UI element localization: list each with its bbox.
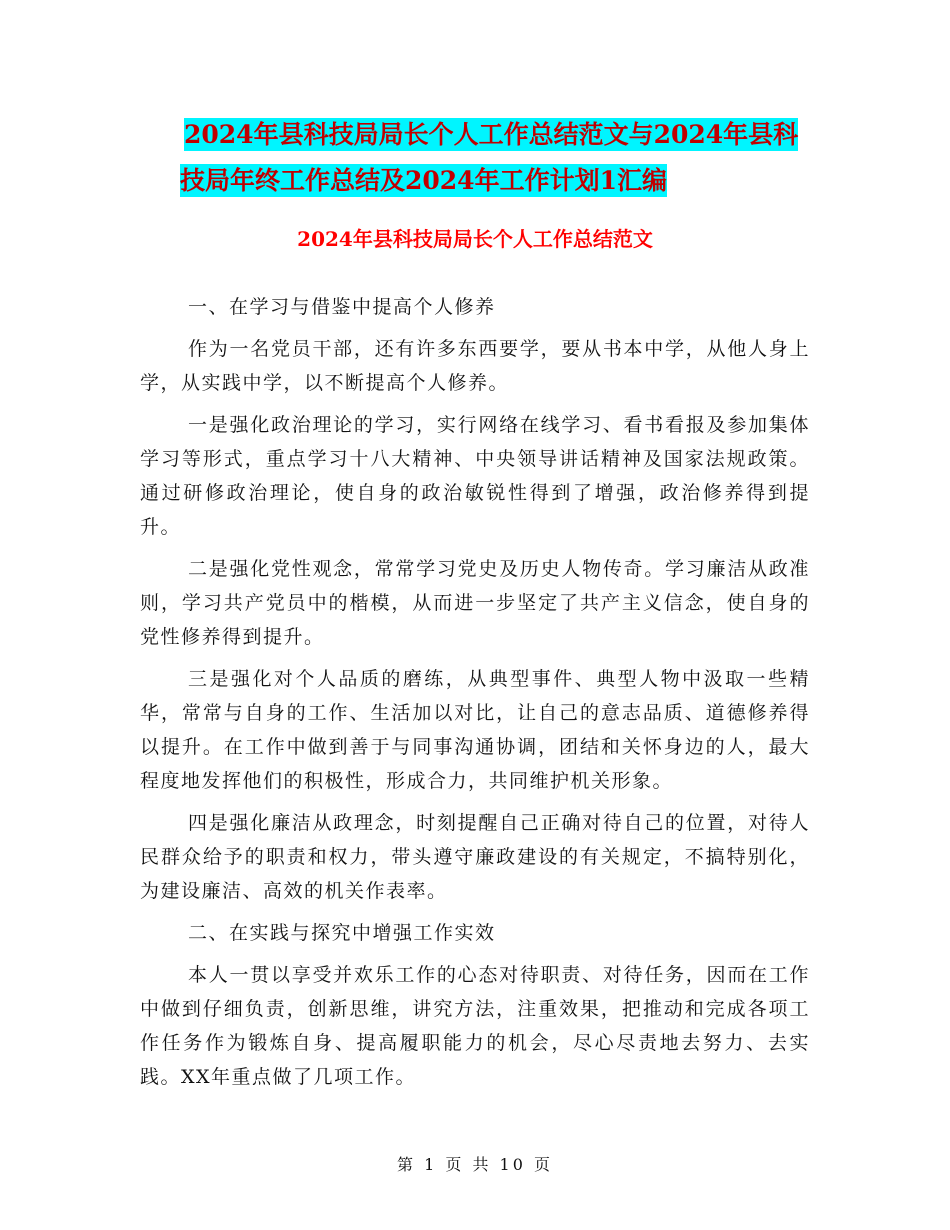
main-title <box>140 112 820 204</box>
paragraph: 本人一贯以享受并欢乐工作的心态对待职责、对待任务，因而在工作中做到仔细负责，创新思维，讲究方法，注重效果，把推动和完成各项工作任务作为锻炼自身、提高履职能力的机会，尽心尽责地去努力、去实践。XX年重点做了几项工作。 <box>140 964 810 1088</box>
paragraph: 四是强化廉洁从政理念，时刻提醒自己正确对待自己的位置，对待人民群众给予的职责和权力，带头遵守廉政建设的有关规定，不搞特别化，为建设廉洁、高效的机关作表率。 <box>140 812 810 902</box>
section-title: 2024年县科技局局长个人工作总结范文 <box>297 227 653 251</box>
paragraph: 二是强化党性观念，常常学习党史及历史人物传奇。学习廉洁从政准则，学习共产党员中的楷模，从而进一步坚定了共产主义信念，使自身的党性修养得到提升。 <box>140 558 810 648</box>
paragraph: 作为一名党员干部，还有许多东西要学，要从书本中学，从他人身上学，从实践中学，以不断提高个人修养。 <box>140 338 810 394</box>
document-body <box>140 290 810 1102</box>
paragraph: 三是强化对个人品质的磨练，从典型事件、典型人物中汲取一些精华，常常与自身的工作、生活加以对比，让自己的意志品质、道德修养得以提升。在工作中做到善于与同事沟通协调，团结和关怀身边的人，最大程度地发挥他们的积极性，形成合力，共同维护机关形象。 <box>140 668 810 792</box>
page-number-footer: 第 1 页 共 10 页 <box>397 1155 553 1174</box>
heading-practice: 二、在实践与探究中增强工作实效 <box>188 922 496 944</box>
paragraph: 一是强化政治理论的学习，实行网络在线学习、看书看报及参加集体学习等形式，重点学习十八大精神、中央领导讲话精神及国家法规政策。通过研修政治理论，使自身的政治敏锐性得到了增强，政治修养得到提升。 <box>140 414 810 538</box>
main-title-line-1: 2024年县科技局局长个人工作总结范文与2024年县科 <box>184 120 799 149</box>
main-title-line-2: 技局年终工作总结及2024年工作计划1汇编 <box>180 166 667 195</box>
heading-study: 一、在学习与借鉴中提高个人修养 <box>188 296 496 318</box>
